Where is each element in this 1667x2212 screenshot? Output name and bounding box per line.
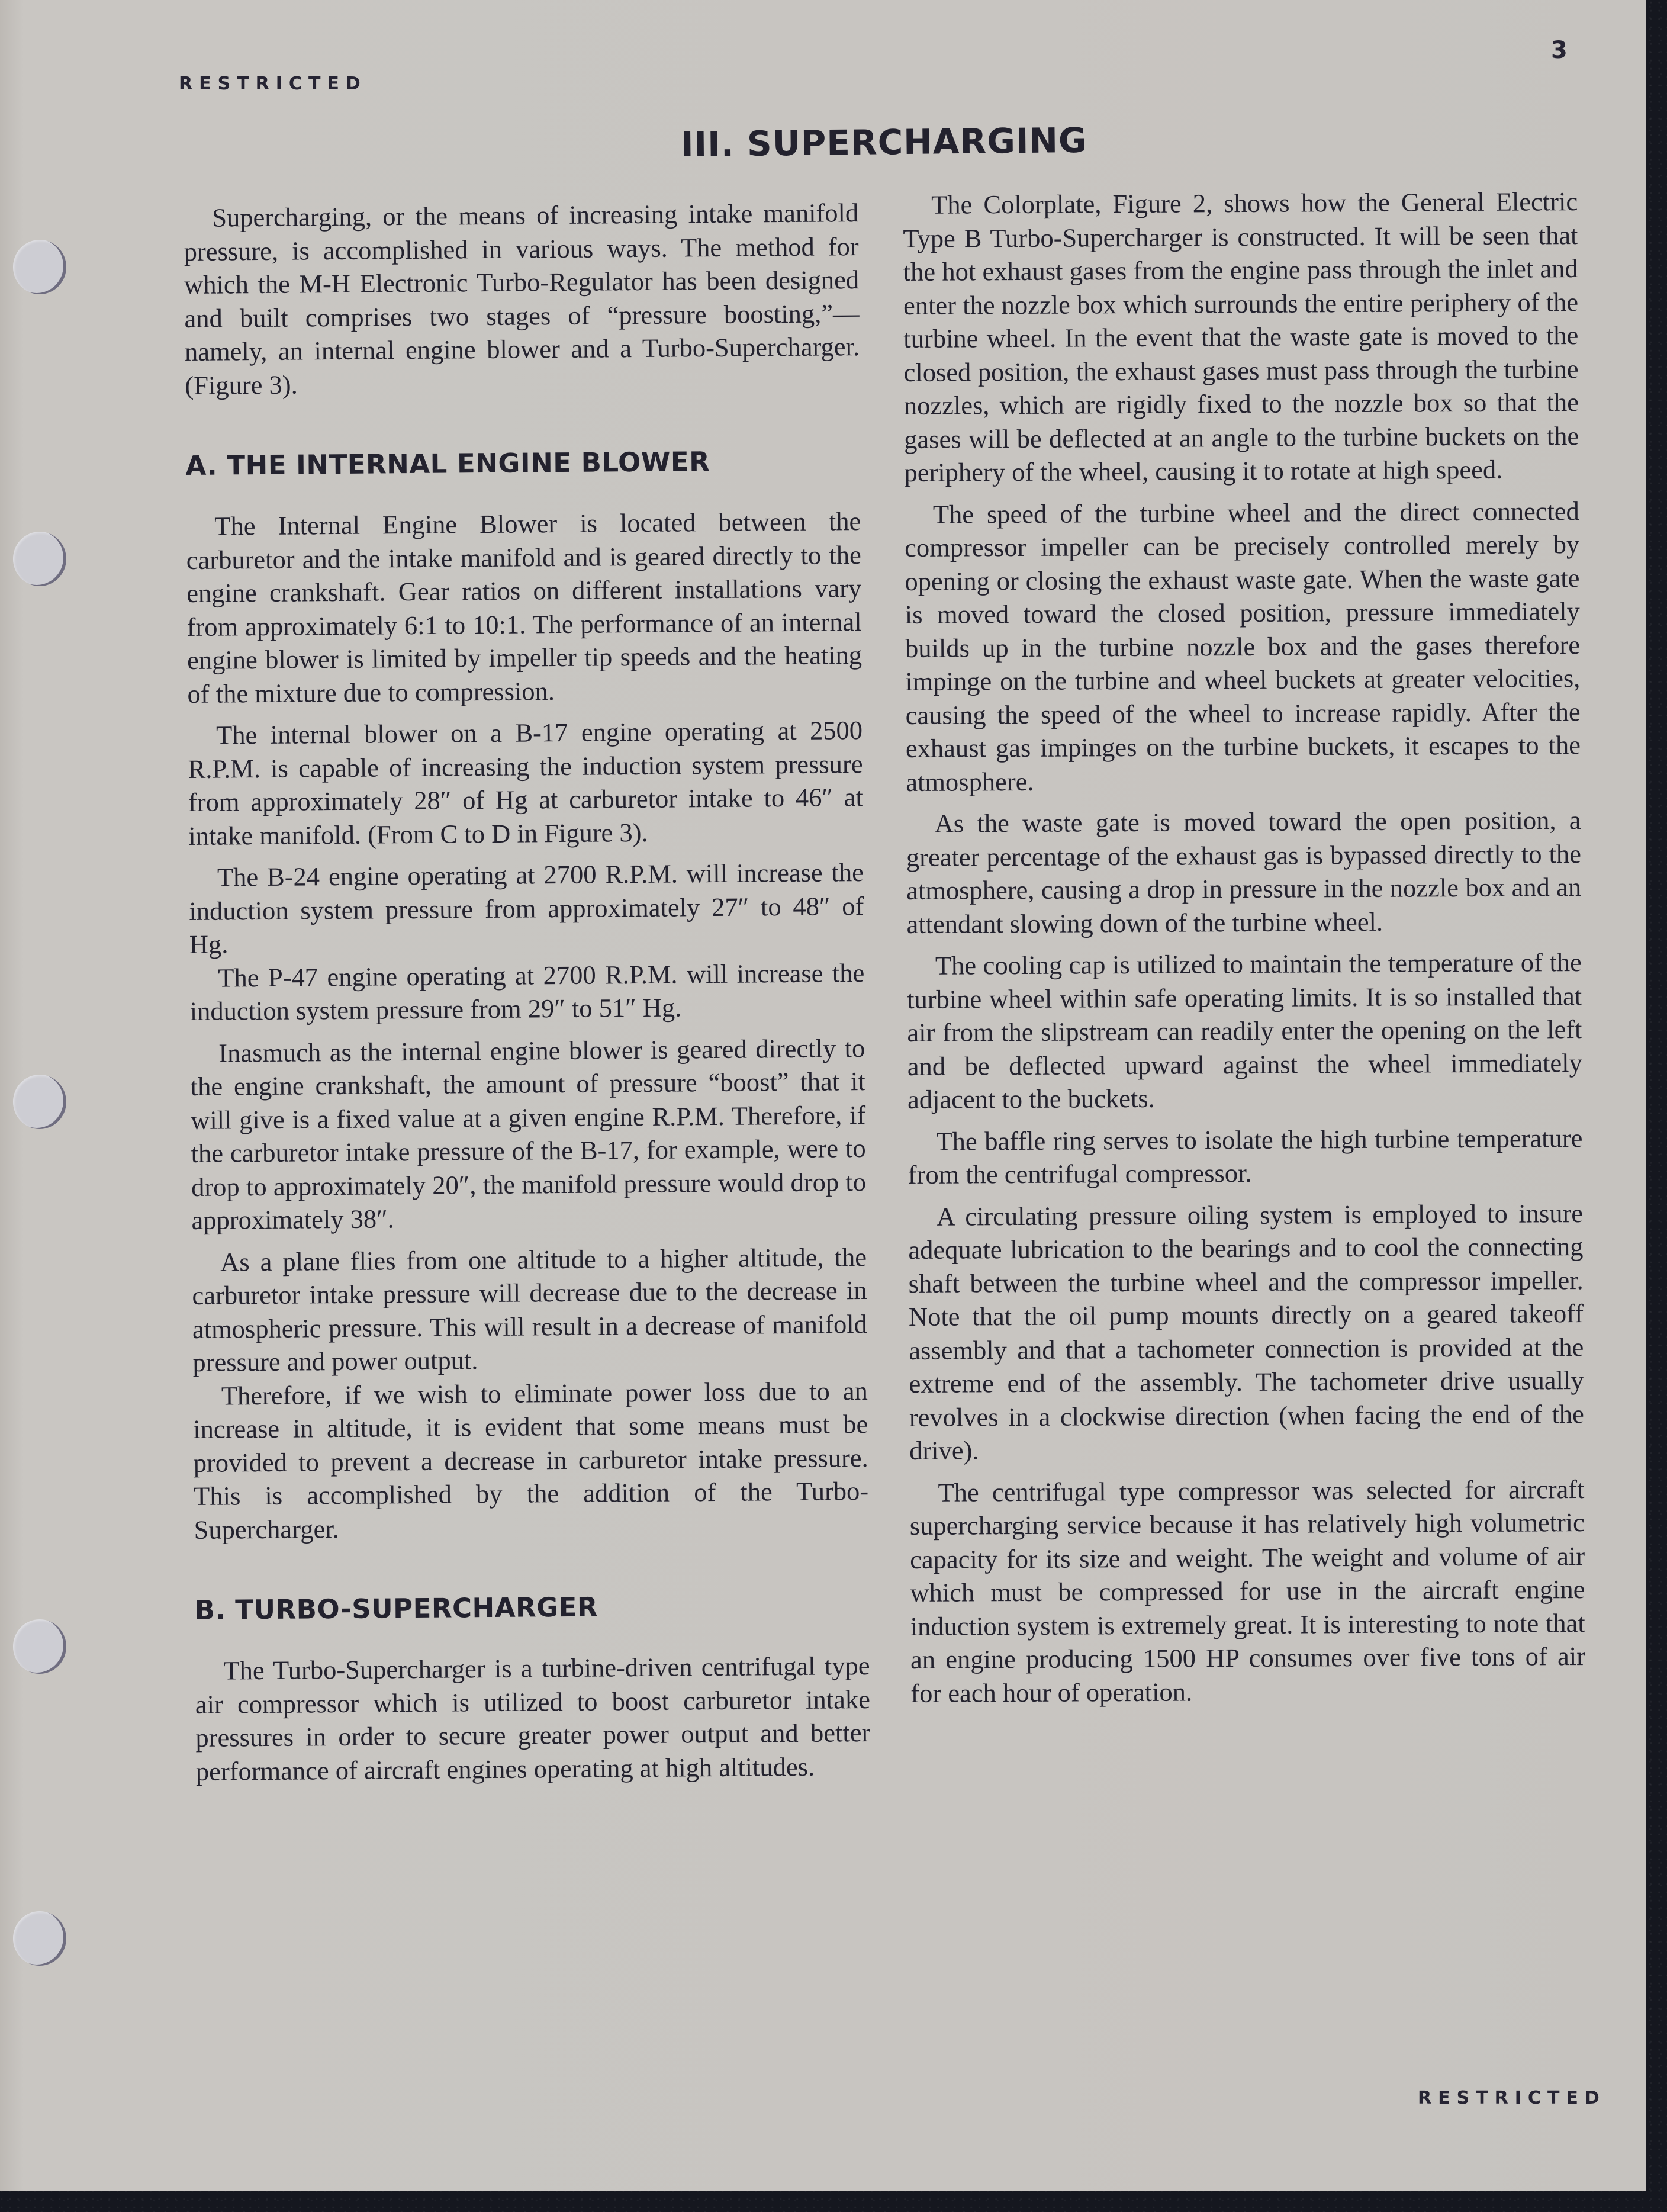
paragraph: As the waste gate is moved toward the open position, a greater percentage of the exhaust gas is bypassed directly to the atmosphere, causing a drop in pressure in the nozzle box and an attendant slowing down of the turbine wheel. [906,805,1582,939]
page-number: 3 [1551,37,1568,64]
footer-classification: RESTRICTED [1418,2088,1606,2108]
paragraph: The Internal Engine Blower is located between the carburetor and the intake manifold and is geared directly to the engine crankshaft. Gear ratios on different installations vary from approximately 6:1 to 10:1. The performance of an internal engine blower is limited by impeller tip speeds and the heating of the mixture due to compression. [186,506,863,709]
intro-paragraph: Supercharging, or the means of increasing intake manifold pressure, is accomplished in various ways. The method for which the M-H Electronic Turbo-Regulator has been designed and built comprises two stages of “pressure boosting,”—namely, an internal engine blower and a Turbo-Supercharger. (Figure 3). [184,198,860,400]
paragraph: The speed of the turbine wheel and the direct connected compressor impeller can be precisely controlled merely by opening or closing the exhaust waste gate. When the waste gate is moved toward the closed position, pressure immediately builds up in the turbine nozzle box and the gases therefore impinge on the turbine and wheel buckets at greater velocities, causing the speed of the wheel to increase rapidly. After the exhaust gas impinges on the turbine buckets, it escapes to the atmosphere. [905,496,1581,797]
paragraph: The B-24 engine operating at 2700 R.P.M. will increase the induction system pressure from approximately 27″ to 48″ of Hg. [189,857,864,959]
left-column [184,196,871,1796]
paragraph: The centrifugal type compressor was selected for aircraft supercharging service because it has relatively high volumetric capacity for its size and weight. The weight and volume of air which must be compressed for use in the aircraft engine induction system is extremely great. It is interesting to note that an engine producing 1500 HP consumes over five tons of air for each hour of operation. [909,1474,1586,1708]
header-classification: RESTRICTED [179,73,367,94]
punch-hole [13,532,66,586]
paragraph: The Colorplate, Figure 2, shows how the General Electric Type B Turbo-Supercharger is constructed. It will be seen that the hot exhaust gases from the engine pass through the inlet and enter the nozzle box which surrounds the entire periphery of the turbine wheel. In the event that the waste gate is moved to the closed position, the exhaust gases must pass through the turbine nozzles, which are rigidly fixed to the nozzle box so that the gases will be deflected at an angle to the turbine buckets on the periphery of the wheel, causing it to rotate at high speed. [903,187,1579,487]
paragraph: The Turbo-Supercharger is a turbine-driven centrifugal type air compressor which is utilized to boost carburetor intake pressures in order to secure greater power output and better performance of aircraft engines operating at high altitudes. [195,1650,871,1786]
paragraph: The cooling cap is utilized to maintain the temperature of the turbine wheel within safe operating limits. It is so installed that air from the slipstream can readily enter the opening on the left and be deflected upward against the wheel immediately adjacent to the buckets. [907,947,1582,1114]
punch-hole [13,1911,66,1966]
paragraph: A circulating pressure oiling system is employed to insure adequate lubrication to the bearings and to cool the connecting shaft between the turbine wheel and the compressor impeller. Note that the oil pump mounts directly on a geared takeoff assembly and that a tachometer connection is provided at the extreme end of the assembly. The tachometer drive usually revolves in a clockwise direction (when facing the end of the drive). [908,1198,1584,1465]
paragraph: The internal blower on a B-17 engine operating at 2500 R.P.M. is capable of increasing the induction system pressure from approximately 28″ of Hg at carburetor intake to 46″ at intake manifold. (From C to D in Figure 3). [188,715,864,851]
paragraph: Inasmuch as the internal engine blower is geared directly to the engine crankshaft, the amount of pressure “boost” that it will give is a fixed value at a given engine R.P.M. Therefore, if the carburetor intake pressure of the B-17, for example, were to drop to approximately 20″, the manifold pressure would drop to approximately 38″. [190,1033,867,1235]
punch-hole [13,1619,66,1674]
paragraph: The baffle ring serves to isolate the high turbine temperature from the centrifugal compressor. [907,1123,1583,1189]
chapter-title: III. SUPERCHARGING [680,120,1087,165]
paragraph: Therefore, if we wish to eliminate power loss due to an increase in altitude, it is evident that some means must be provided to prevent a decrease in carburetor intake pressure. This is accomplished by the addition of the Turbo-Supercharger. [193,1375,869,1545]
right-column [903,185,1586,1718]
punch-hole [13,1075,66,1129]
punch-hole [13,240,66,294]
paragraph: The P-47 engine operating at 2700 R.P.M. will increase the induction system pressure from 29″ to 51″ Hg. [189,957,865,1026]
paragraph: As a plane flies from one altitude to a higher altitude, the carburetor intake pressure will decrease due to the decrease in atmospheric pressure. This will result in a decrease of manifold pressure and power output. [192,1242,868,1377]
section-b-heading: B. TURBO-SUPERCHARGER [194,1591,598,1626]
section-a-heading: A. THE INTERNAL ENGINE BLOWER [185,446,710,481]
